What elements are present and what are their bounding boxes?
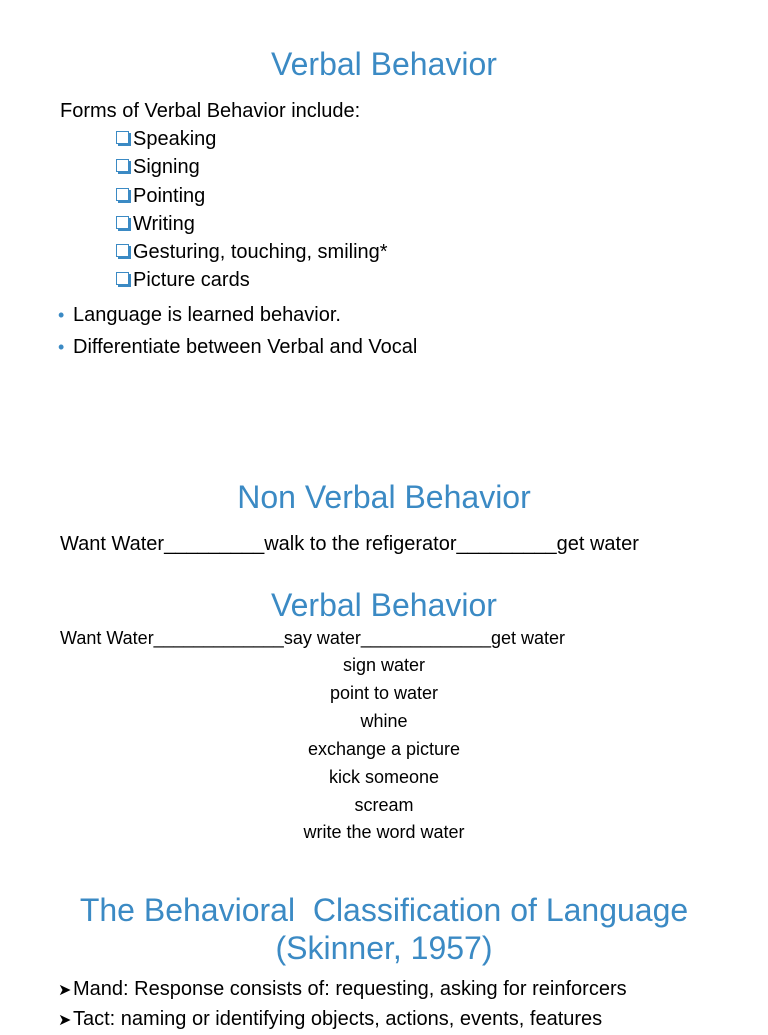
alternative-item: scream [354,794,414,815]
classification-list [58,975,627,1035]
form-item: Pointing [116,182,388,210]
form-item: Gesturing, touching, smiling* [116,238,388,266]
alternative-item: point to water [329,682,439,703]
alternative-item: exchange a picture [307,738,461,759]
classification-title [0,891,768,967]
form-item: Signing [116,153,388,181]
alternative-item: whine [360,710,408,731]
checkbox-icon [116,244,129,257]
form-item: Writing [116,210,388,238]
verbal-behavior-title-2: Verbal Behavior [271,587,497,623]
alternative-item: kick someone [328,766,440,787]
verbal-behavior-title: Verbal Behavior [271,46,497,82]
classification-title-line1: The Behavioral Classification of Language [79,892,689,928]
checkbox-icon [116,188,129,201]
verbal-bullets [58,299,417,363]
non-verbal-sequence: Want Water_________walk to the refigerator_________get water [60,533,639,555]
bullet-icon: • [58,337,65,357]
verbal-alternatives [0,652,768,847]
alternative-item: write the word water [303,822,465,843]
checkbox-icon [116,159,129,172]
arrow-bullet-icon: ➤ [58,982,72,999]
forms-checklist [116,125,388,295]
alternative-item: sign water [342,655,426,675]
checkbox-icon [116,131,129,144]
form-item: Picture cards [116,266,388,294]
classification-item: ➤Mand: Response consists of: requesting, asking for reinforcers [58,975,627,1005]
forms-intro: Forms of Verbal Behavior include: [60,100,361,122]
bullet-item: • Differentiate between Verbal and Vocal [58,331,417,363]
checkbox-icon [116,272,129,285]
bullet-item: • Language is learned behavior. [58,299,417,331]
form-item: Speaking [116,125,388,153]
verbal-sequence: Want Water_____________say water_____________get water [60,628,566,648]
arrow-bullet-icon: ➤ [58,1012,72,1029]
bullet-icon: • [58,305,65,325]
classification-item: ➤Tact: naming or identifying objects, actions, events, features [58,1005,627,1035]
classification-title-line2: (Skinner, 1957) [275,930,493,966]
non-verbal-behavior-title: Non Verbal Behavior [237,479,531,515]
checkbox-icon [116,216,129,229]
